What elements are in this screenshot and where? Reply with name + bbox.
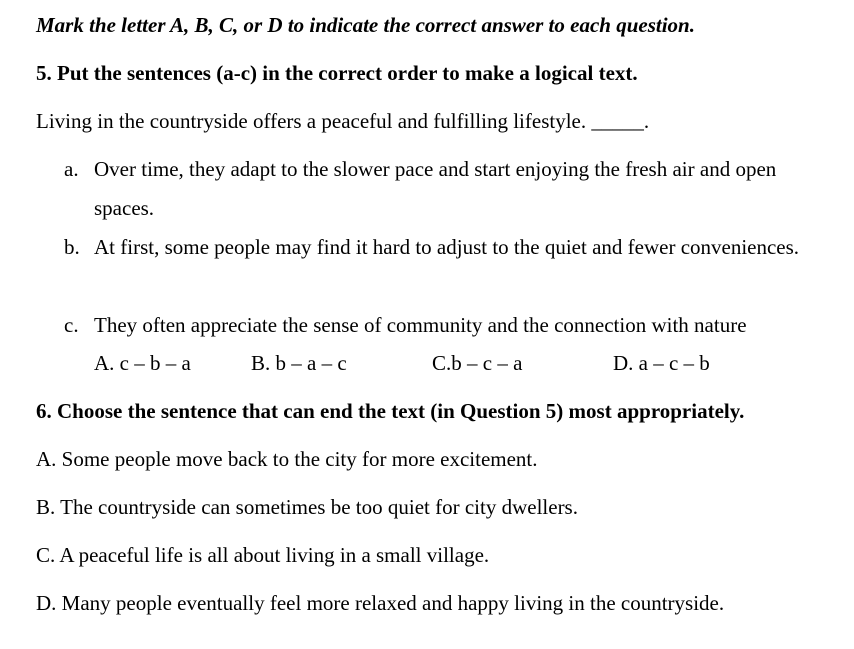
question-5-option-c: C.b – c – a xyxy=(432,351,523,375)
question-5-option-a: A. c – b – a xyxy=(94,351,191,375)
sentence-c-text: They often appreciate the sense of community and the connection with nature xyxy=(94,313,747,337)
sentence-a-text: Over time, they adapt to the slower pace and start enjoying the fresh air and open spaces. xyxy=(94,157,777,220)
question-5-intro: Living in the countryside offers a peaceful and fulfilling lifestyle. _____. xyxy=(36,109,650,133)
sentence-a-letter: a. xyxy=(64,157,79,181)
question-6-option-d: D. Many people eventually feel more relaxed and happy living in the countryside. xyxy=(36,591,725,615)
question-6-option-b: B. The countryside can sometimes be too quiet for city dwellers. xyxy=(36,495,578,519)
question-5-prompt: 5. Put the sentences (a-c) in the correct order to make a logical text. xyxy=(36,61,638,85)
question-5-option-d: D. a – c – b xyxy=(613,351,710,375)
sentence-b-letter: b. xyxy=(64,235,80,259)
question-6-prompt: 6. Choose the sentence that can end the text (in Question 5) most appropriately. xyxy=(36,399,745,423)
question-6-option-a: A. Some people move back to the city for more excitement. xyxy=(36,447,538,471)
sentence-c-letter: c. xyxy=(64,313,79,337)
sentence-b-text: At first, some people may find it hard to adjust to the quiet and fewer conveniences. xyxy=(94,235,800,259)
question-6-option-c: C. A peaceful life is all about living in a small village. xyxy=(36,543,490,567)
instruction-heading: Mark the letter A, B, C, or D to indicate the correct answer to each question. xyxy=(36,13,695,37)
question-5-option-b: B. b – a – c xyxy=(251,351,347,375)
